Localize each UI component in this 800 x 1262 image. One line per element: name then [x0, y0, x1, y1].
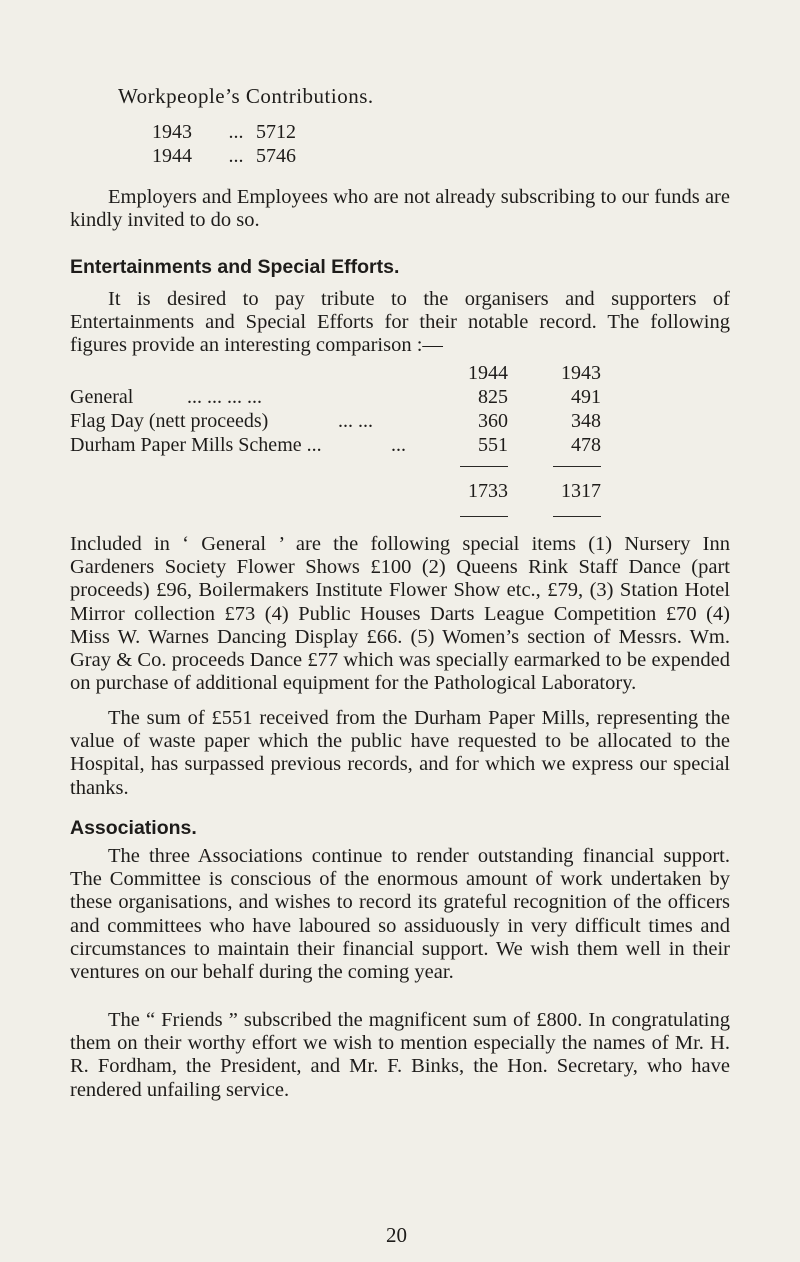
table-row-durham: [70, 434, 730, 458]
leader-dots: ... ...: [338, 410, 373, 432]
header-1944: 1944: [468, 362, 508, 384]
durham-paper-paragraph: The sum of £551 received from the Durham Paper Mills, representing the value of waste paper which the public have requested to be allocated to the Hospital, has surpassed previous records, and for which we express our special thanks.: [70, 707, 730, 799]
leader-dots: ...: [228, 121, 244, 143]
invitation-paragraph: Employers and Employees who are not already subscribing to our funds are kindly invited to do so.: [70, 186, 730, 232]
total-1944: 1733: [468, 480, 508, 502]
year: 1943: [152, 121, 192, 143]
associations-heading: Associations.: [70, 817, 197, 839]
header-1943: 1943: [561, 362, 601, 384]
value-1944: 825: [478, 386, 508, 408]
contribution-row-1944: [152, 145, 296, 168]
value-1943: 348: [571, 410, 601, 432]
subtotal-rule-1944: [460, 466, 508, 467]
leader-dots: ... ... ... ...: [187, 386, 262, 408]
table-row-flag-day: [70, 410, 730, 434]
value-1944: 551: [478, 434, 508, 456]
total-1943: 1317: [561, 480, 601, 502]
subtotal-rule-1943: [553, 466, 601, 467]
table-row-general: [70, 386, 730, 410]
value-1943: 491: [571, 386, 601, 408]
row-label: Durham Paper Mills Scheme ...: [70, 434, 322, 456]
entertainments-heading: Entertainments and Special Efforts.: [70, 256, 400, 278]
total-rule-1944: [460, 516, 508, 517]
entertainments-intro: It is desired to pay tribute to the organisers and supporters of Entertainments and Special Efforts for their notable record. The following figures provide an interesting comparison :—: [70, 288, 730, 357]
row-label: General: [70, 386, 134, 408]
value-1944: 360: [478, 410, 508, 432]
workpeople-title: Workpeople’s Contributions.: [118, 84, 374, 108]
included-items-paragraph: Included in ‘ General ’ are the following special items (1) Nursery Inn Gardeners Society Flower Shows £100 (2) Queens Rink Staff Dance (part proceeds) £96, Boilermakers Institute Flower Show etc., £79, (3) Station Hotel Mirror collection £73 (4) Public Houses Darts League Competition £70 (4) Miss W. Warnes Dancing Display £66. (5) Women’s section of Messrs. Wm. Gray & Co. proceeds Dance £77 which was specially earmarked to be expended on purchase of additional equipment for the Pathological Laboratory.: [70, 533, 730, 695]
table-totals: [70, 480, 730, 504]
total-rule-1943: [553, 516, 601, 517]
value-1943: 478: [571, 434, 601, 456]
friends-paragraph: The “ Friends ” subscribed the magnificent sum of £800. In congratulating them on their worthy effort we wish to mention especially the names of Mr. H. R. Fordham, the President, and Mr. F. Binks, the Hon. Secretary, who have rendered unfailing service.: [70, 1009, 730, 1101]
associations-paragraph: The three Associations continue to render outstanding financial support. The Committee is conscious of the enormous amount of work undertaken by these organisations, and wishes to record its grateful recognition of the officers and committees who have laboured so assiduously in very difficult times and circumstances to maintain their financial support. We wish them well in their ventures on our behalf during the coming year.: [70, 845, 730, 984]
amount: 5712: [256, 121, 296, 143]
leader-dots: ...: [391, 434, 406, 456]
amount: 5746: [256, 145, 296, 167]
leader-dots: ...: [228, 145, 244, 167]
page-number: 20: [386, 1223, 407, 1247]
table-header: [70, 362, 730, 386]
contribution-row-1943: [152, 121, 296, 144]
year: 1944: [152, 145, 192, 167]
row-label: Flag Day (nett proceeds): [70, 410, 269, 432]
